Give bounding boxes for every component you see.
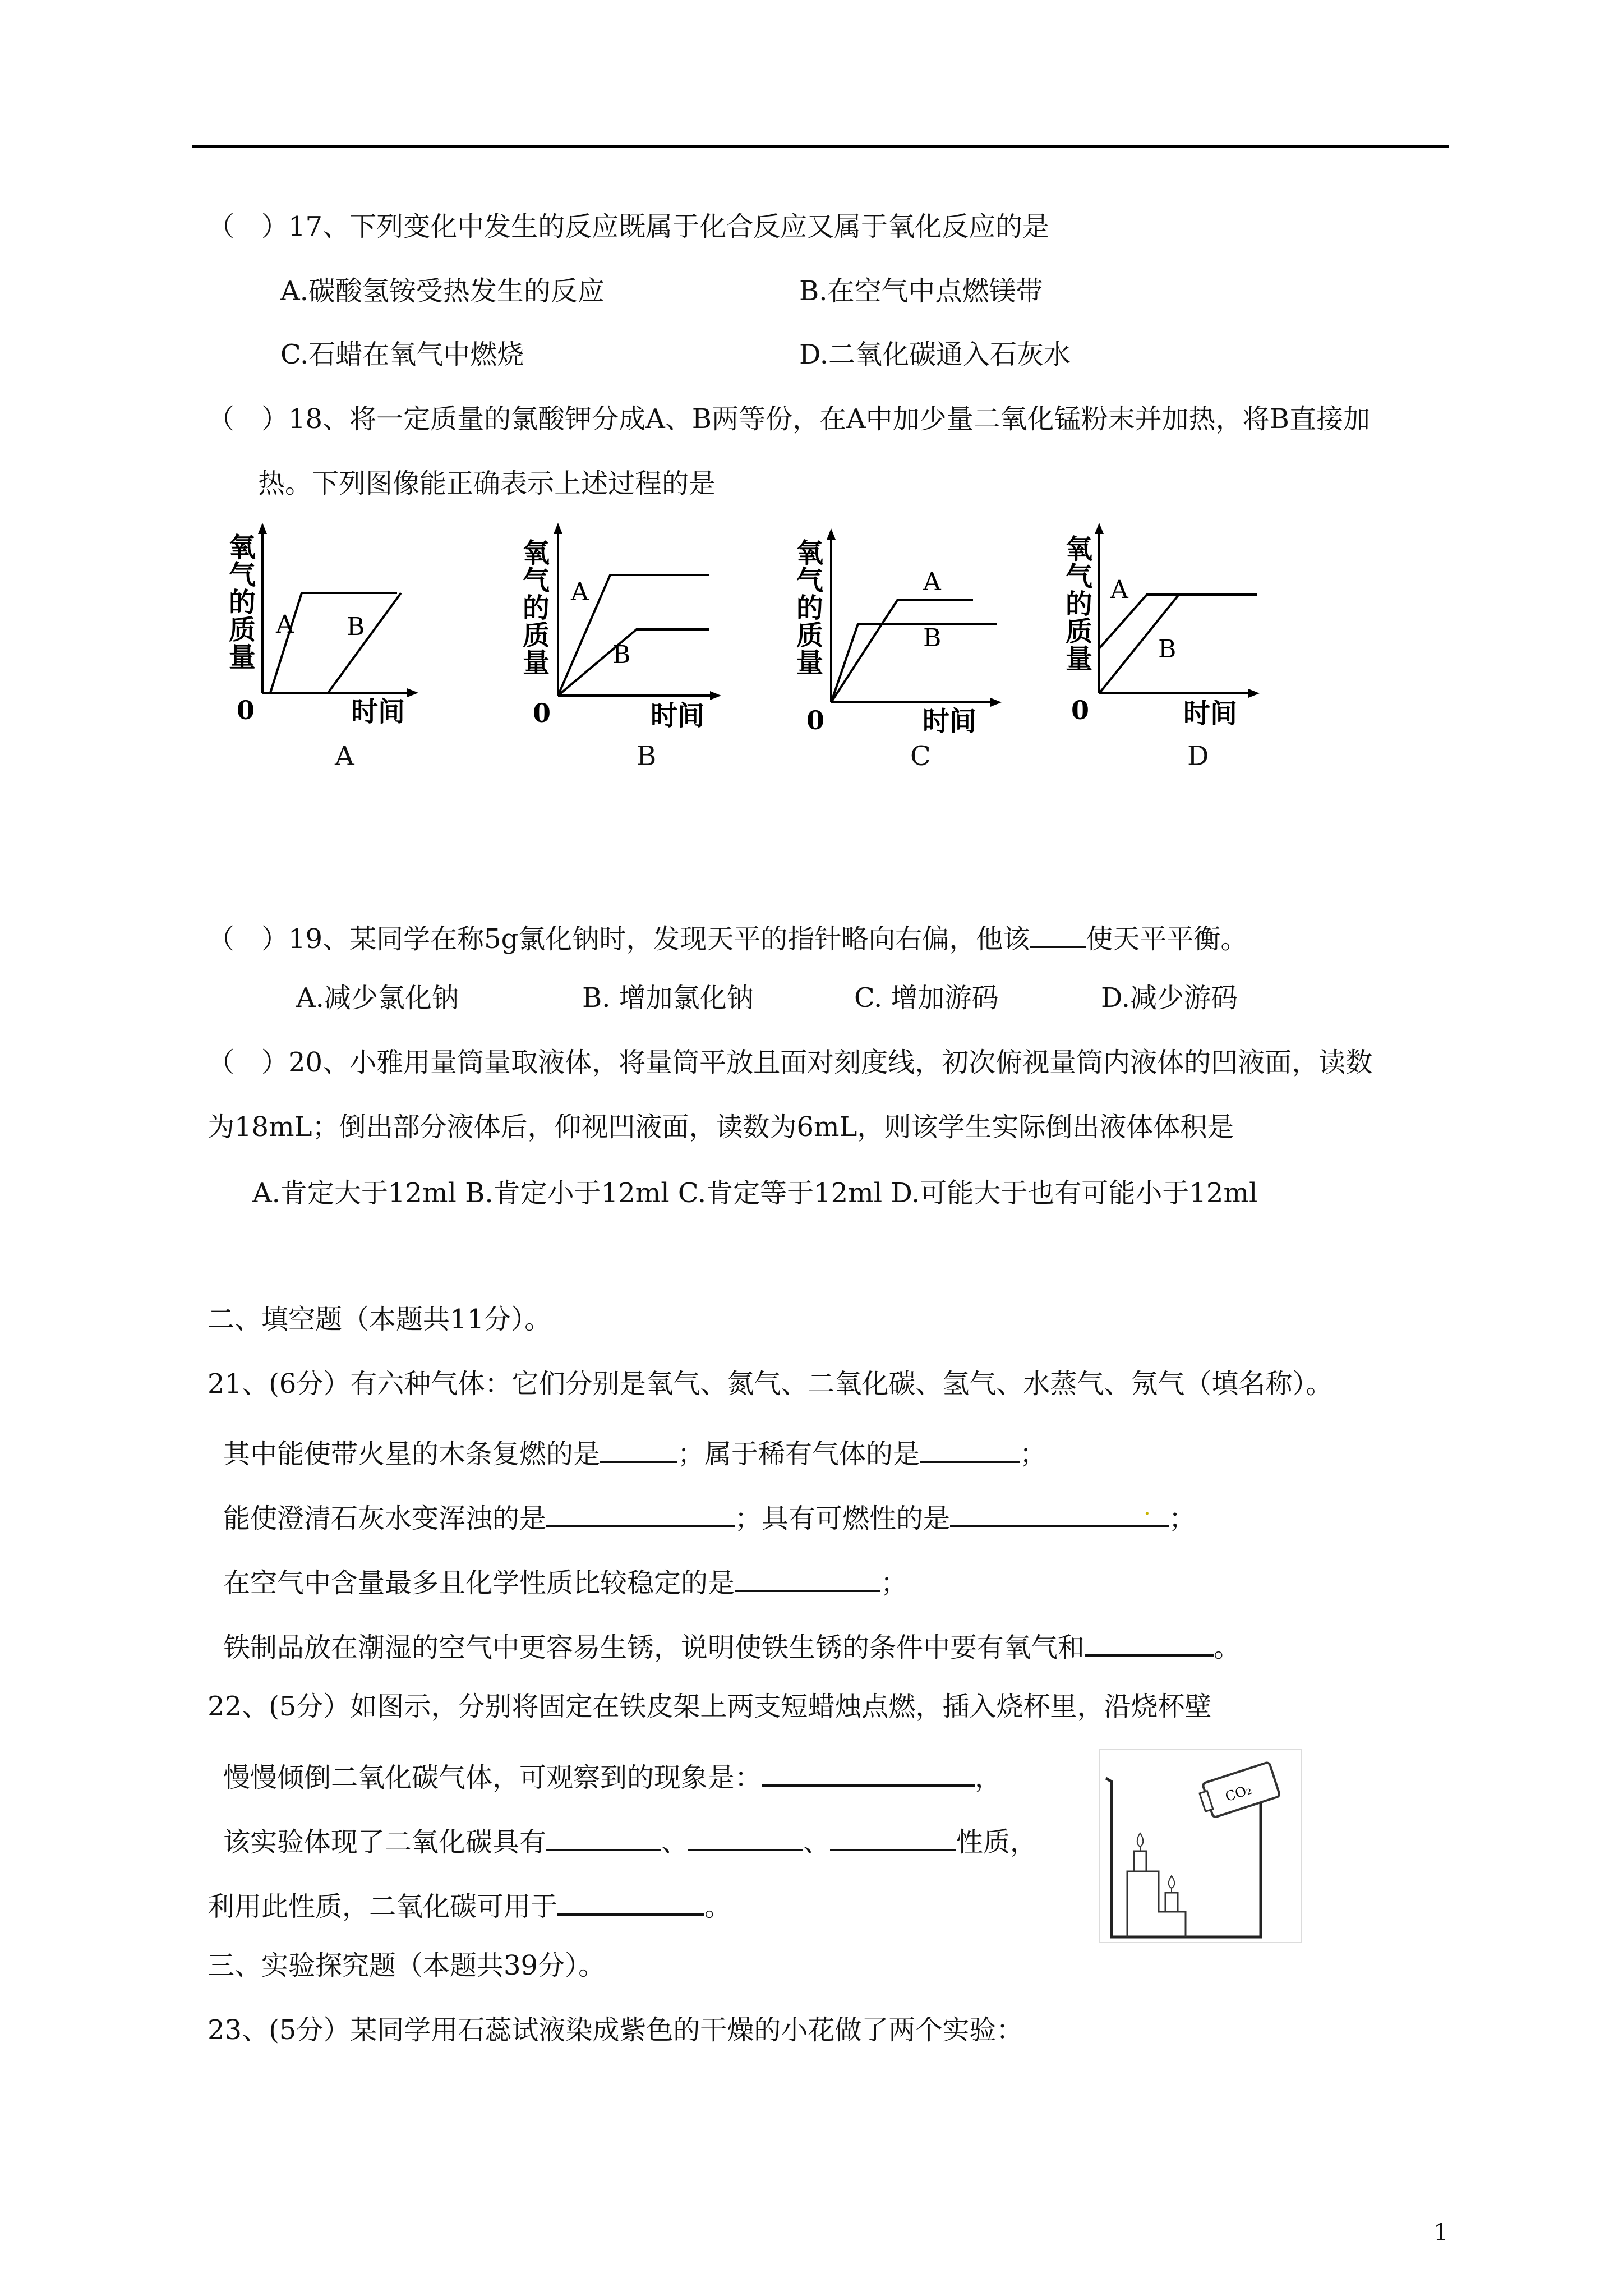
- graph-d: [1054, 522, 1267, 729]
- graph-a-caption: A: [335, 740, 354, 772]
- graph-c-line-b-label: B: [923, 624, 942, 652]
- q17-option-c: C.石蜡在氧气中燃烧: [280, 339, 524, 370]
- q21-l3b: ；: [880, 1567, 908, 1599]
- graph-d-ylabel-2: 气: [1066, 561, 1093, 592]
- section-2-heading: 二、填空题（本题共11分）。: [208, 1304, 552, 1335]
- q21-l2c: ；: [1169, 1503, 1196, 1534]
- q23-stem: 23、(5分）某同学用石蕊试液染成紫色的干燥的小花做了两个实验：: [208, 2014, 1023, 2046]
- q22-line2: [223, 1823, 1037, 1856]
- page-number: 1: [1433, 2219, 1449, 2246]
- q21-blank-3[interactable]: [546, 1499, 735, 1527]
- q21-line3: [223, 1564, 908, 1599]
- q20-stem-line2: 为18mL；倒出部分液体后，仰视凹液面，读数为6mL，则该学生实际倒出液体体积是: [208, 1111, 1234, 1143]
- graph-c-ylabel-3: 的: [796, 592, 824, 624]
- q22-line1: [223, 1759, 1002, 1791]
- section-3-heading: 三、实验探究题（本题共39分）。: [208, 1950, 606, 1981]
- graph-a-ylabel-2: 气: [229, 559, 256, 591]
- q22-l3a: 利用此性质，二氧化碳可用于: [208, 1891, 558, 1922]
- q22-blank-1[interactable]: [762, 1759, 975, 1787]
- q22-l1a: 慢慢倾倒二氧化碳气体，可观察到的现象是：: [223, 1762, 762, 1793]
- co2-label: CO₂: [1223, 1781, 1254, 1805]
- graph-c-ylabel-2: 气: [796, 565, 824, 596]
- q21-blank-5[interactable]: [735, 1564, 880, 1592]
- q22-sep-1: 、: [661, 1826, 689, 1858]
- graph-b-line-a-label: A: [571, 578, 589, 606]
- q21-line2: [223, 1494, 1196, 1534]
- graph-a: [219, 522, 421, 729]
- q19-stem-post: 使天平平衡。: [1086, 923, 1248, 955]
- graph-a-xlabel: 时间: [351, 696, 405, 728]
- q22-sep-2: 、: [803, 1826, 831, 1858]
- graph-a-line-b-label: B: [347, 613, 365, 641]
- graph-a-ylabel-3: 的: [229, 587, 256, 618]
- q20-stem-line1: （ ）20、小雅用量筒量取液体，将量筒平放且面对刻度线，初次俯视量筒内液体的凹液面，读数: [208, 1047, 1373, 1078]
- q21-blank-1[interactable]: [600, 1435, 677, 1463]
- graph-a-ylabel-1: 氧: [229, 532, 256, 563]
- graph-d-ylabel-5: 量: [1066, 643, 1093, 675]
- graph-d-ylabel-1: 氧: [1066, 533, 1093, 565]
- graph-d-origin: 0: [1071, 695, 1090, 725]
- graph-b-ylabel-2: 气: [523, 565, 550, 596]
- graph-c-xlabel: 时间: [923, 706, 977, 737]
- q19-blank[interactable]: [1030, 920, 1086, 948]
- q17-stem: （ ）17、下列变化中发生的反应既属于化合反应又属于氧化反应的是: [208, 211, 1050, 242]
- graph-d-ylabel-3: 的: [1066, 588, 1093, 620]
- graph-a-line-a-label: A: [276, 610, 294, 639]
- graph-b-ylabel-3: 的: [523, 592, 550, 624]
- q22-blank-3[interactable]: [688, 1823, 803, 1851]
- q21-line1: [223, 1435, 1047, 1470]
- graph-c-ylabel-4: 质: [796, 620, 824, 651]
- q18-stem-line1: （ ）18、将一定质量的氯酸钾分成A、B两等份，在A中加少量二氧化锰粉末并加热，将B直接加: [208, 403, 1370, 435]
- q20-options: A.肯定大于12ml B.肯定小于12ml C.肯定等于12ml D.可能大于也有可能小于12ml: [252, 1177, 1258, 1209]
- graph-b-caption: B: [637, 740, 657, 772]
- q22-blank-2[interactable]: [546, 1823, 661, 1851]
- q17-option-a: A.碳酸氢铵受热发生的反应: [280, 275, 605, 307]
- q21-l2b: ；具有可燃性的是: [735, 1503, 951, 1534]
- q21-l4b: 。: [1214, 1632, 1241, 1663]
- q22-l2a: 该实验体现了二氧化碳具有: [223, 1826, 547, 1858]
- graph-c-ylabel-5: 量: [796, 647, 824, 679]
- q22-line3: [208, 1888, 731, 1920]
- q19-option-c: C. 增加游码: [854, 982, 999, 1014]
- graph-c-origin: 0: [806, 705, 825, 735]
- q17-option-d: D.二氧化碳通入石灰水: [799, 339, 1071, 370]
- q22-l2b: 性质，: [956, 1826, 1038, 1858]
- graph-a-ylabel-4: 质: [229, 614, 256, 646]
- q17-option-b: B.在空气中点燃镁带: [799, 275, 1043, 307]
- graph-d-line-a-label: A: [1110, 576, 1128, 604]
- q21-blank-2[interactable]: [920, 1435, 1020, 1463]
- header-rule: [192, 145, 1449, 148]
- graph-c-caption: C: [910, 740, 931, 772]
- graph-d-caption: D: [1187, 740, 1209, 772]
- graph-d-ylabel-4: 质: [1066, 616, 1093, 647]
- graph-b-ylabel-1: 氧: [523, 537, 550, 569]
- q21-l4a: 铁制品放在潮湿的空气中更容易生锈，说明使铁生锈的条件中要有氧气和: [223, 1632, 1085, 1663]
- graph-b: [510, 522, 723, 729]
- graph-b-xlabel: 时间: [651, 700, 705, 729]
- graph-a-ylabel-5: 量: [229, 642, 256, 673]
- q21-l1a: 其中能使带火星的木条复燃的是: [223, 1438, 601, 1470]
- q21-blank-6[interactable]: [1085, 1628, 1214, 1657]
- graph-b-ylabel-4: 质: [523, 620, 550, 651]
- graph-c-ylabel-1: 氧: [796, 537, 824, 569]
- graph-b-origin: 0: [533, 698, 551, 728]
- q22-stem: 22、(5分）如图示，分别将固定在铁皮架上两支短蜡烛点燃，插入烧杯里，沿烧杯壁: [208, 1691, 1212, 1722]
- q19-stem-pre: （ ）19、某同学在称5g氯化钠时，发现天平的指针略向右偏，他该: [208, 923, 1030, 955]
- q21-l1c: ；: [1020, 1438, 1047, 1470]
- q22-l3b: 。: [704, 1891, 732, 1922]
- q18-stem-line2: 热。下列图像能正确表示上述过程的是: [258, 468, 716, 499]
- q19-option-d: D.减少游码: [1101, 982, 1238, 1014]
- q21-l1b: ；属于稀有气体的是: [677, 1438, 920, 1470]
- q21-stem: 21、(6分）有六种气体：它们分别是氧气、氮气、二氧化碳、氢气、水蒸气、氖气（填名称）。: [208, 1368, 1333, 1400]
- graph-d-xlabel: 时间: [1183, 698, 1238, 729]
- q19-option-a: A.减少氯化钠: [296, 982, 459, 1014]
- graph-b-ylabel-5: 量: [523, 647, 550, 679]
- q21-l2a: 能使澄清石灰水变浑浊的是: [223, 1503, 547, 1534]
- q19-option-b: B. 增加氯化钠: [582, 982, 754, 1014]
- graph-b-line-b-label: B: [612, 641, 631, 669]
- graph-c: [785, 527, 1009, 740]
- graph-a-origin: 0: [237, 695, 255, 725]
- q22-blank-5[interactable]: [557, 1888, 704, 1916]
- graph-c-line-a-label: A: [923, 568, 941, 596]
- q22-l1b: ，: [975, 1762, 1002, 1793]
- q19-stem: [208, 920, 1247, 953]
- graph-d-line-b-label: B: [1158, 635, 1177, 664]
- q21-line4: [223, 1628, 1241, 1661]
- q21-blank-4[interactable]: .: [950, 1499, 1169, 1527]
- beaker-co2-figure: [1099, 1749, 1302, 1943]
- q21-l3a: 在空气中含量最多且化学性质比较稳定的是: [223, 1567, 735, 1599]
- q22-blank-4[interactable]: [830, 1823, 956, 1851]
